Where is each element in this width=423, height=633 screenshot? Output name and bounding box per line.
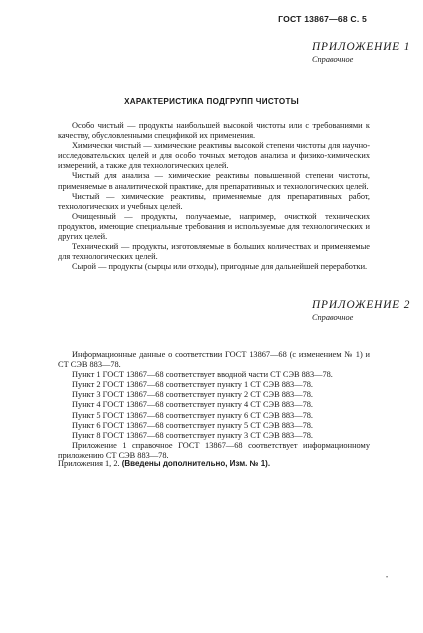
paragraph-appendix-1-note: Приложение 1 справочное ГОСТ 13867—68 соответствует информационному приложению СТ СЭВ 883—78.	[58, 440, 370, 460]
appendix-2-subtitle: Справочное	[312, 313, 354, 322]
appendix-1-title: ПРИЛОЖЕНИЕ 1	[312, 41, 411, 53]
appendix-1-heading	[312, 41, 422, 64]
footer-mark: •	[386, 575, 389, 581]
paragraph-extra-pure: Особо чистый — продукты наибольшей высокой чистоты или с требованиями к качеству, обусловленными спецификой их применения.	[58, 121, 370, 141]
paragraph-analytical-grade: Чистый для анализа — химические реактивы повышенной степени чистоты, применяемые в аналитической практике, для препаративных и технологических целей.	[58, 171, 370, 191]
paragraph-info-intro: Информационные данные о соответствии ГОСТ 13867—68 (с изменением № 1) и СТ СЭВ 883—78.	[58, 350, 370, 370]
purity-subgroups-text	[58, 121, 370, 272]
paragraph-chemically-pure: Химически чистый — химические реактивы высокой степени чистоты для научно-исследовательских целей и для особо точных методов анализа и физико-химических измерений, а также для технологических целей.	[58, 141, 370, 171]
appendix-2-heading	[312, 299, 422, 322]
paragraph-clause-8: Пункт 8 ГОСТ 13867—68 соответствует пункту 3 СТ СЭВ 883—78.	[72, 430, 314, 440]
paragraph-raw: Сырой — продукты (сырцы или отходы), пригодные для дальнейшей переработки.	[72, 262, 368, 272]
appendix-2-title: ПРИЛОЖЕНИЕ 2	[312, 299, 411, 311]
section-title: ХАРАКТЕРИСТИКА ПОДГРУПП ЧИСТОТЫ	[124, 97, 299, 106]
page-header: ГОСТ 13867—68 С. 5	[278, 14, 367, 24]
correspondence-text	[58, 350, 370, 461]
paragraph-purified: Очищенный — продукты, получаемые, например, очисткой технических продуктов, имеющие специальные требования и используемые для технологических и других целей.	[58, 211, 370, 242]
paragraph-clause-2: Пункт 2 ГОСТ 13867—68 соответствует пункту 1 СТ СЭВ 883—78.	[72, 380, 314, 390]
amendment-note: (Введены дополнительно, Изм. № 1).	[121, 459, 271, 468]
paragraph-clause-6: Пункт 6 ГОСТ 13867—68 соответствует пункту 5 СТ СЭВ 883—78.	[72, 420, 314, 430]
appendix-1-subtitle: Справочное	[312, 55, 354, 64]
paragraph-clause-4: Пункт 4 ГОСТ 13867—68 соответствует пункту 4 СТ СЭВ 883—78.	[72, 400, 314, 410]
paragraph-clause-5: Пункт 5 ГОСТ 13867—68 соответствует пункту 6 СТ СЭВ 883—78.	[72, 410, 314, 420]
paragraph-technical: Технический — продукты, изготовляемые в больших количествах и применяемые для технологических целей.	[58, 242, 370, 262]
paragraph-clause-1: Пункт 1 ГОСТ 13867—68 соответствует вводной части СТ СЭВ 883—78.	[72, 370, 333, 380]
appendices-reference: Приложения 1, 2.	[58, 459, 120, 468]
paragraph-pure: Чистый — химические реактивы, применяемые для препаративных работ, технологических и учебных целей.	[58, 191, 370, 211]
appendices-amendment-note	[58, 459, 370, 468]
paragraph-clause-3: Пункт 3 ГОСТ 13867—68 соответствует пункту 2 СТ СЭВ 883—78.	[72, 390, 314, 400]
